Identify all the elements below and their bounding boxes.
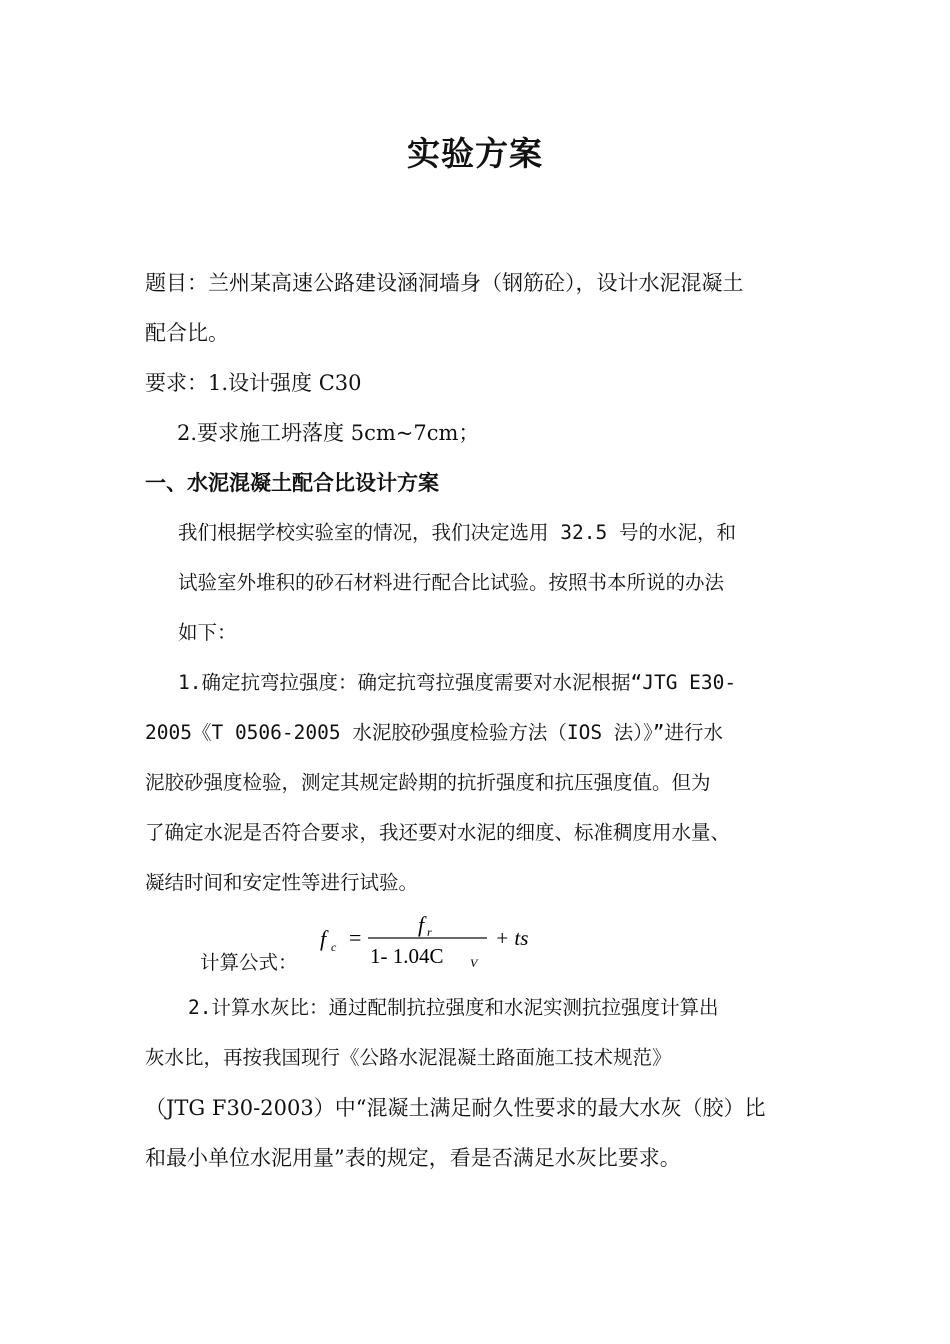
section-heading: 一、水泥混凝土配合比设计方案 <box>145 470 439 495</box>
formula-lhs: f <box>320 926 327 951</box>
topic-line-1: 题目：兰州某高速公路建设涵洞墙身（钢筋砼），设计水泥混凝土 <box>145 271 744 295</box>
formula <box>315 905 555 975</box>
formula-equals: = <box>349 925 362 950</box>
intro-line-1: 我们根据学校实验室的情况，我们决定选用 32.5 号的水泥，和 <box>178 521 736 544</box>
formula-denominator: 1- 1.04C <box>370 944 444 968</box>
step2-line-4: 和最小单位水泥用量”表的规定，看是否满足水灰比要求。 <box>145 1146 681 1170</box>
formula-denominator-sub: V <box>470 956 478 970</box>
step1-line-3: 泥胶砂强度检验，测定其规定龄期的抗折强度和抗压强度值。但为 <box>145 771 711 794</box>
intro-line-2: 试验室外堆积的砂石材料进行配合比试验。按照书本所说的办法 <box>178 571 725 594</box>
formula-tail: + ts <box>495 926 529 950</box>
step1-line-5: 凝结时间和安定性等进行试验。 <box>145 871 419 894</box>
intro-line-3: 如下： <box>178 621 237 644</box>
step1-line-1: 1.确定抗弯拉强度：确定抗弯拉强度需要对水泥根据“JTG E30- <box>178 671 737 694</box>
formula-numerator: f <box>418 912 425 937</box>
requirement-line-2: 2.要求施工坍落度 5cm~7cm； <box>177 421 480 445</box>
step2-line-3: （JTG F30-2003）中“混凝土满足耐久性要求的最大水灰（胶）比 <box>145 1096 766 1120</box>
formula-lhs-sub: c <box>331 940 337 954</box>
step2-line-1: 2.计算水灰比：通过配制抗拉强度和水泥实测抗拉强度计算出 <box>188 996 719 1019</box>
page-title: 实验方案 <box>407 134 543 173</box>
step1-line-4: 了确定水泥是否符合要求，我还要对水泥的细度、标准稠度用水量、 <box>145 821 731 844</box>
step2-line-2: 灰水比，再按我国现行《公路水泥混凝土路面施工技术规范》 <box>145 1046 672 1069</box>
formula-numerator-sub: r <box>427 925 432 939</box>
formula-label: 计算公式： <box>200 951 298 974</box>
step1-line-2: 2005《T 0506-2005 水泥胶砂强度检验方法（IOS 法）》”进行水 <box>145 721 724 744</box>
requirement-line-1: 要求：1.设计强度 C30 <box>145 371 362 395</box>
topic-line-2: 配合比。 <box>145 321 229 345</box>
